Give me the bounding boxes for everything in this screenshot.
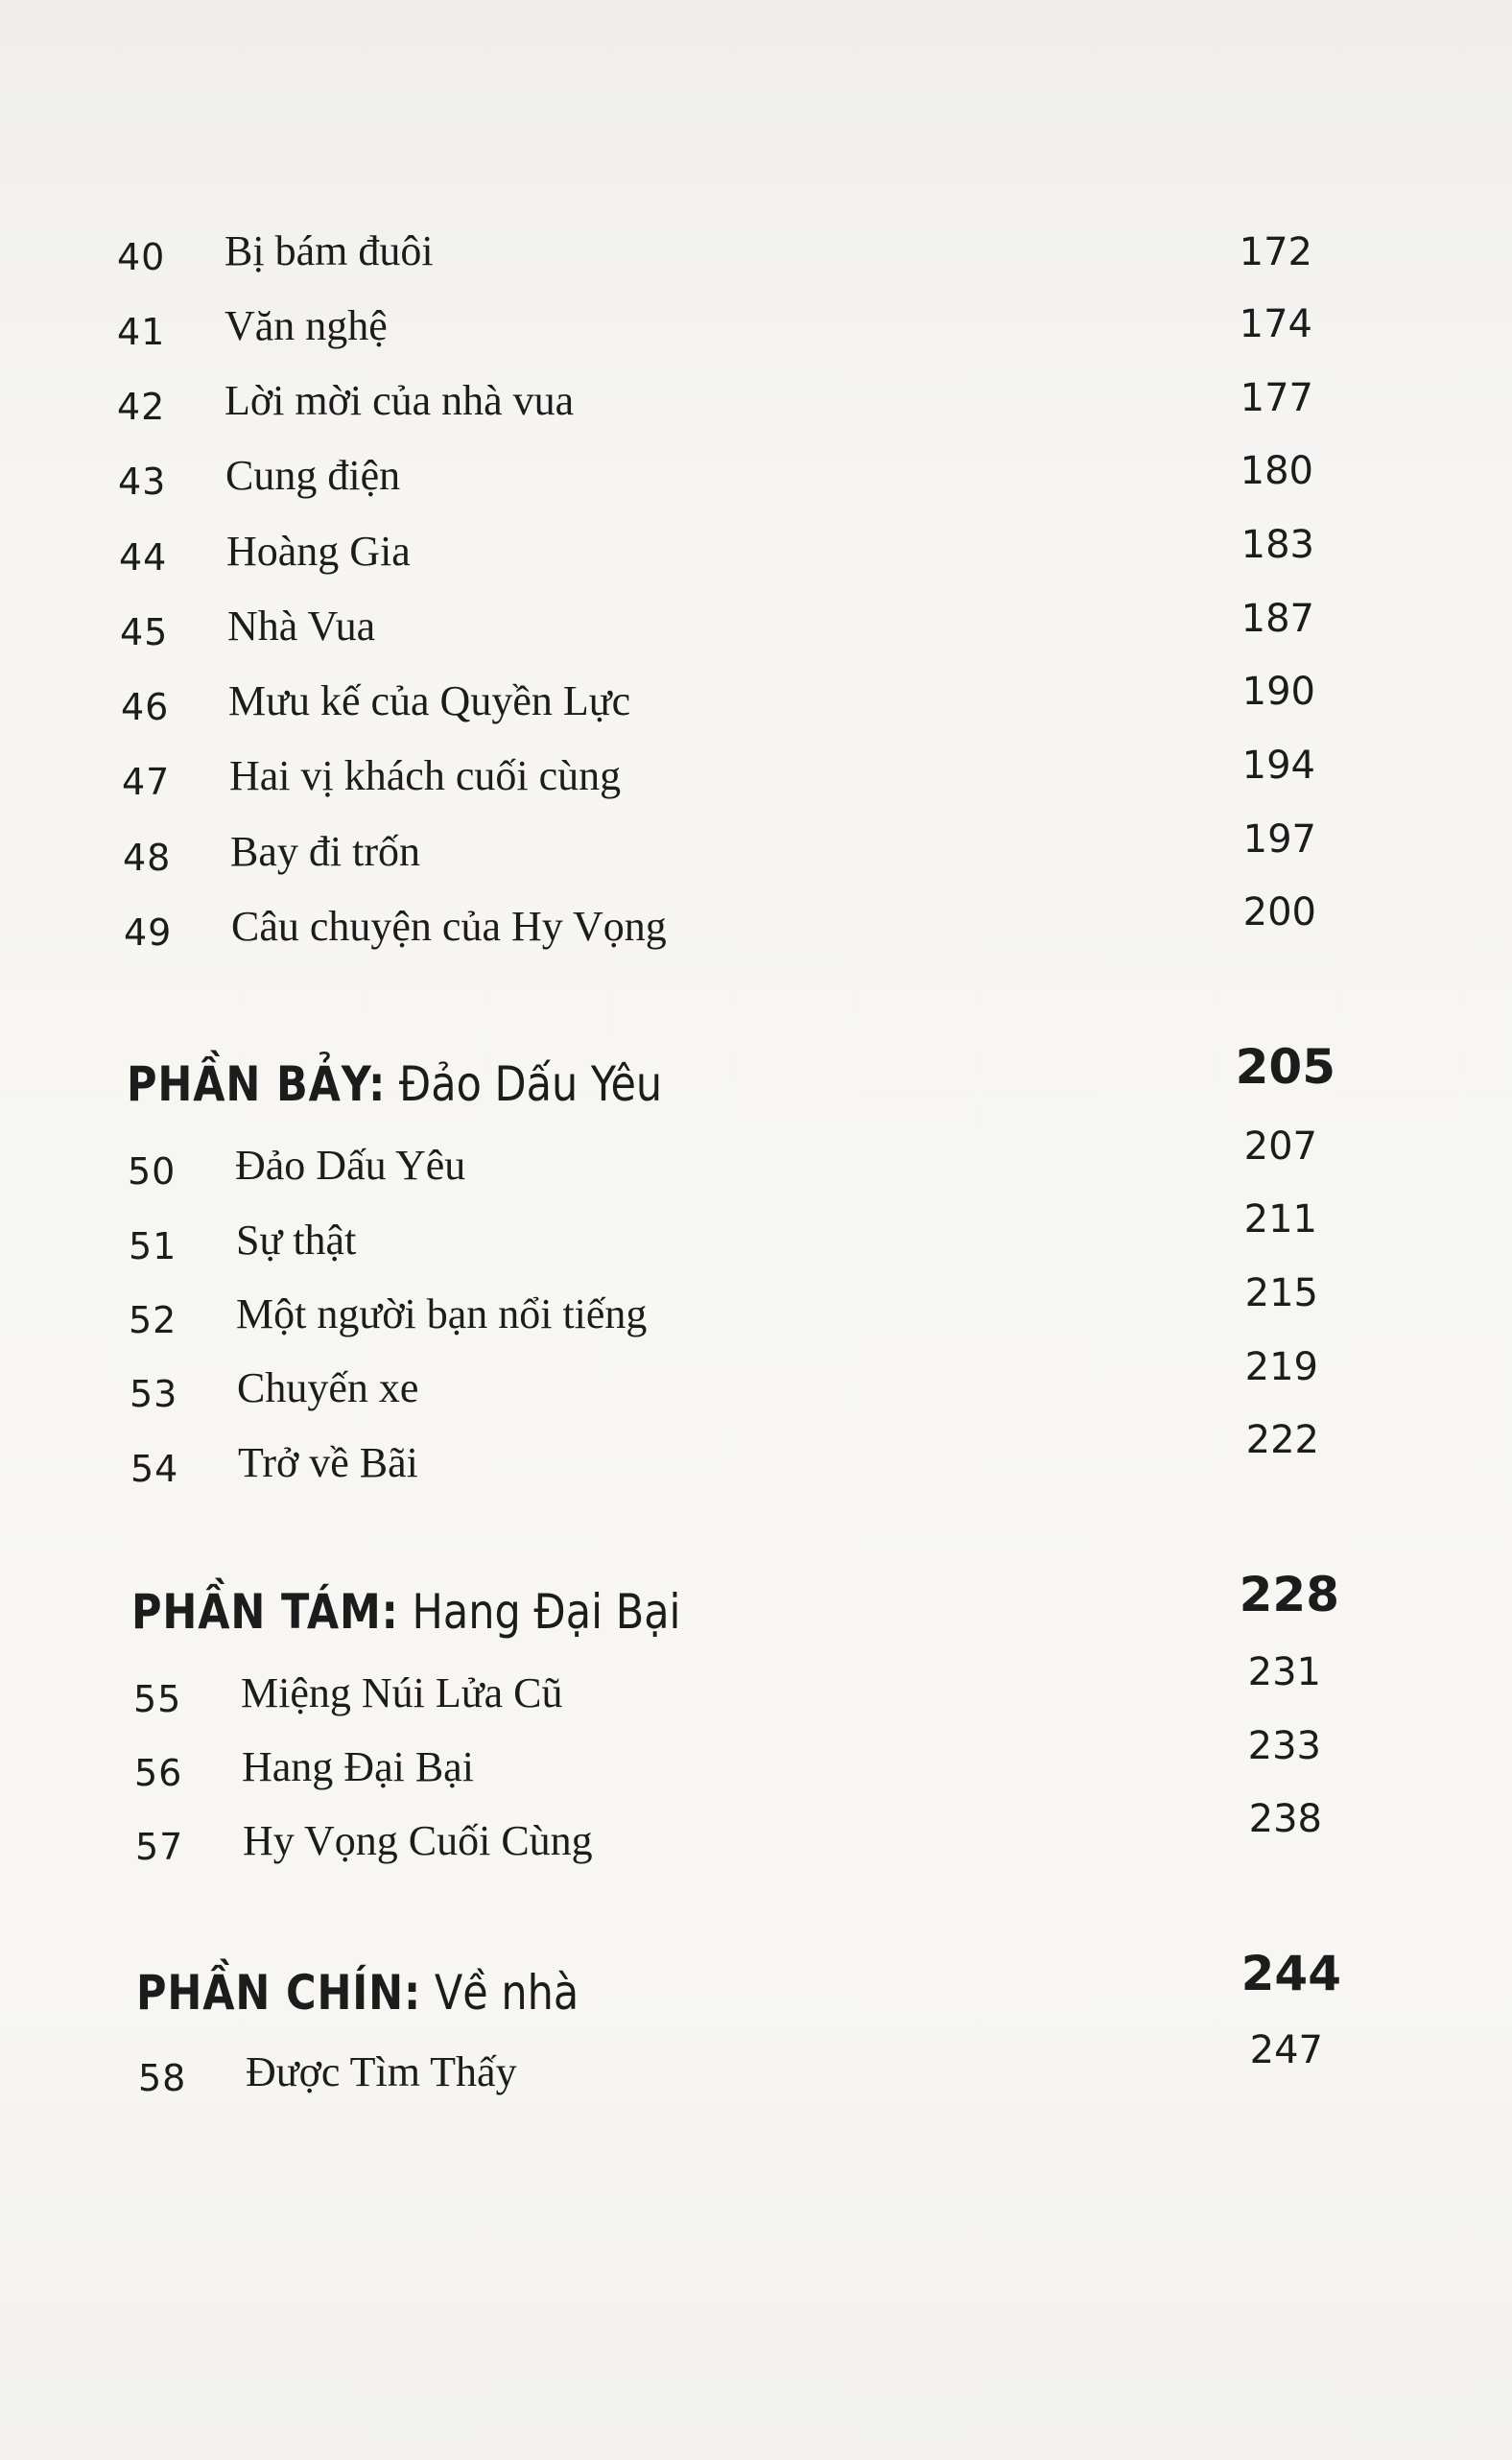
part-title: Về nhà: [434, 1965, 579, 2021]
part-page: 228: [1239, 1567, 1339, 1622]
chapter-page: 194: [1241, 744, 1315, 788]
chapter-page: 219: [1244, 1345, 1318, 1389]
chapter-page: 200: [1242, 890, 1316, 934]
chapter-number: 57: [135, 1826, 184, 1868]
chapter-title: Một người bạn nổi tiếng: [236, 1290, 648, 1337]
chapter-page: 197: [1242, 817, 1316, 862]
chapter-page: 238: [1248, 1797, 1322, 1841]
chapter-title: Lời mời của nhà vua: [224, 377, 575, 424]
part-label: PHẦN TÁM:: [131, 1584, 399, 1640]
chapter-title: Bay đi trốn: [230, 828, 420, 875]
chapter-title: Cung điện: [225, 452, 401, 499]
chapter-number: 43: [118, 461, 167, 503]
chapter-title: Văn nghệ: [224, 302, 388, 349]
chapter-number: 54: [130, 1448, 179, 1490]
chapter-number: 40: [117, 236, 166, 278]
chapter-number: 55: [133, 1678, 182, 1720]
chapter-number: 52: [129, 1299, 177, 1341]
chapter-page: 247: [1249, 2028, 1323, 2072]
chapter-title: Bị bám đuôi: [224, 227, 434, 274]
chapter-number: 42: [117, 386, 166, 428]
chapter-title: Sự thật: [236, 1217, 357, 1264]
part-title: Hang Đại Bại: [412, 1584, 681, 1640]
chapter-title: Trở về Bãi: [238, 1439, 418, 1486]
part-heading: [136, 1954, 579, 2031]
chapter-number: 44: [119, 536, 168, 579]
chapter-page: 231: [1247, 1650, 1321, 1694]
chapter-number: 48: [123, 837, 172, 879]
chapter-number: 41: [117, 311, 166, 353]
chapter-title: Mưu kế của Quyền Lực: [228, 677, 631, 724]
chapter-number: 58: [138, 2057, 187, 2099]
part-label: PHẦN BẢY:: [127, 1056, 387, 1112]
chapter-page: 207: [1243, 1124, 1317, 1169]
chapter-number: 46: [121, 686, 170, 728]
chapter-number: 49: [124, 911, 173, 954]
chapter-number: 51: [129, 1225, 177, 1267]
chapter-page: 215: [1244, 1271, 1318, 1315]
chapter-number: 56: [134, 1752, 183, 1794]
chapter-page: 211: [1243, 1197, 1317, 1242]
chapter-title: Hang Đại Bại: [242, 1743, 474, 1790]
chapter-page: 183: [1240, 523, 1314, 567]
chapter-page: 174: [1239, 302, 1312, 346]
chapter-page: 172: [1239, 230, 1312, 274]
chapter-number: 53: [130, 1373, 178, 1415]
chapter-title: Nhà Vua: [227, 603, 376, 650]
part-heading: [131, 1573, 680, 1650]
chapter-page: 190: [1241, 670, 1315, 714]
chapter-title: Miệng Núi Lửa Cũ: [241, 1669, 563, 1716]
chapter-title: Hoàng Gia: [226, 528, 411, 575]
chapter-title: Câu chuyện của Hy Vọng: [231, 903, 667, 950]
chapter-title: Hy Vọng Cuối Cùng: [243, 1817, 593, 1864]
chapter-number: 45: [120, 611, 169, 653]
chapter-number: 47: [122, 761, 171, 803]
part-page: 205: [1235, 1039, 1335, 1095]
chapter-page: 187: [1240, 597, 1314, 641]
chapter-title: Chuyến xe: [237, 1364, 419, 1411]
part-label: PHẦN CHÍN:: [136, 1965, 422, 2021]
chapter-page: 233: [1247, 1724, 1321, 1768]
chapter-page: 177: [1240, 376, 1313, 420]
chapter-page: 180: [1240, 449, 1313, 493]
part-page: 244: [1240, 1946, 1341, 2001]
part-title: Đảo Dấu Yêu: [398, 1056, 663, 1112]
part-heading: [127, 1046, 662, 1123]
chapter-title: Hai vị khách cuối cùng: [229, 752, 622, 799]
chapter-title: Đảo Dấu Yêu: [235, 1142, 466, 1189]
chapter-number: 50: [128, 1150, 177, 1193]
chapter-title: Được Tìm Thấy: [246, 2048, 517, 2095]
chapter-page: 222: [1245, 1418, 1319, 1462]
